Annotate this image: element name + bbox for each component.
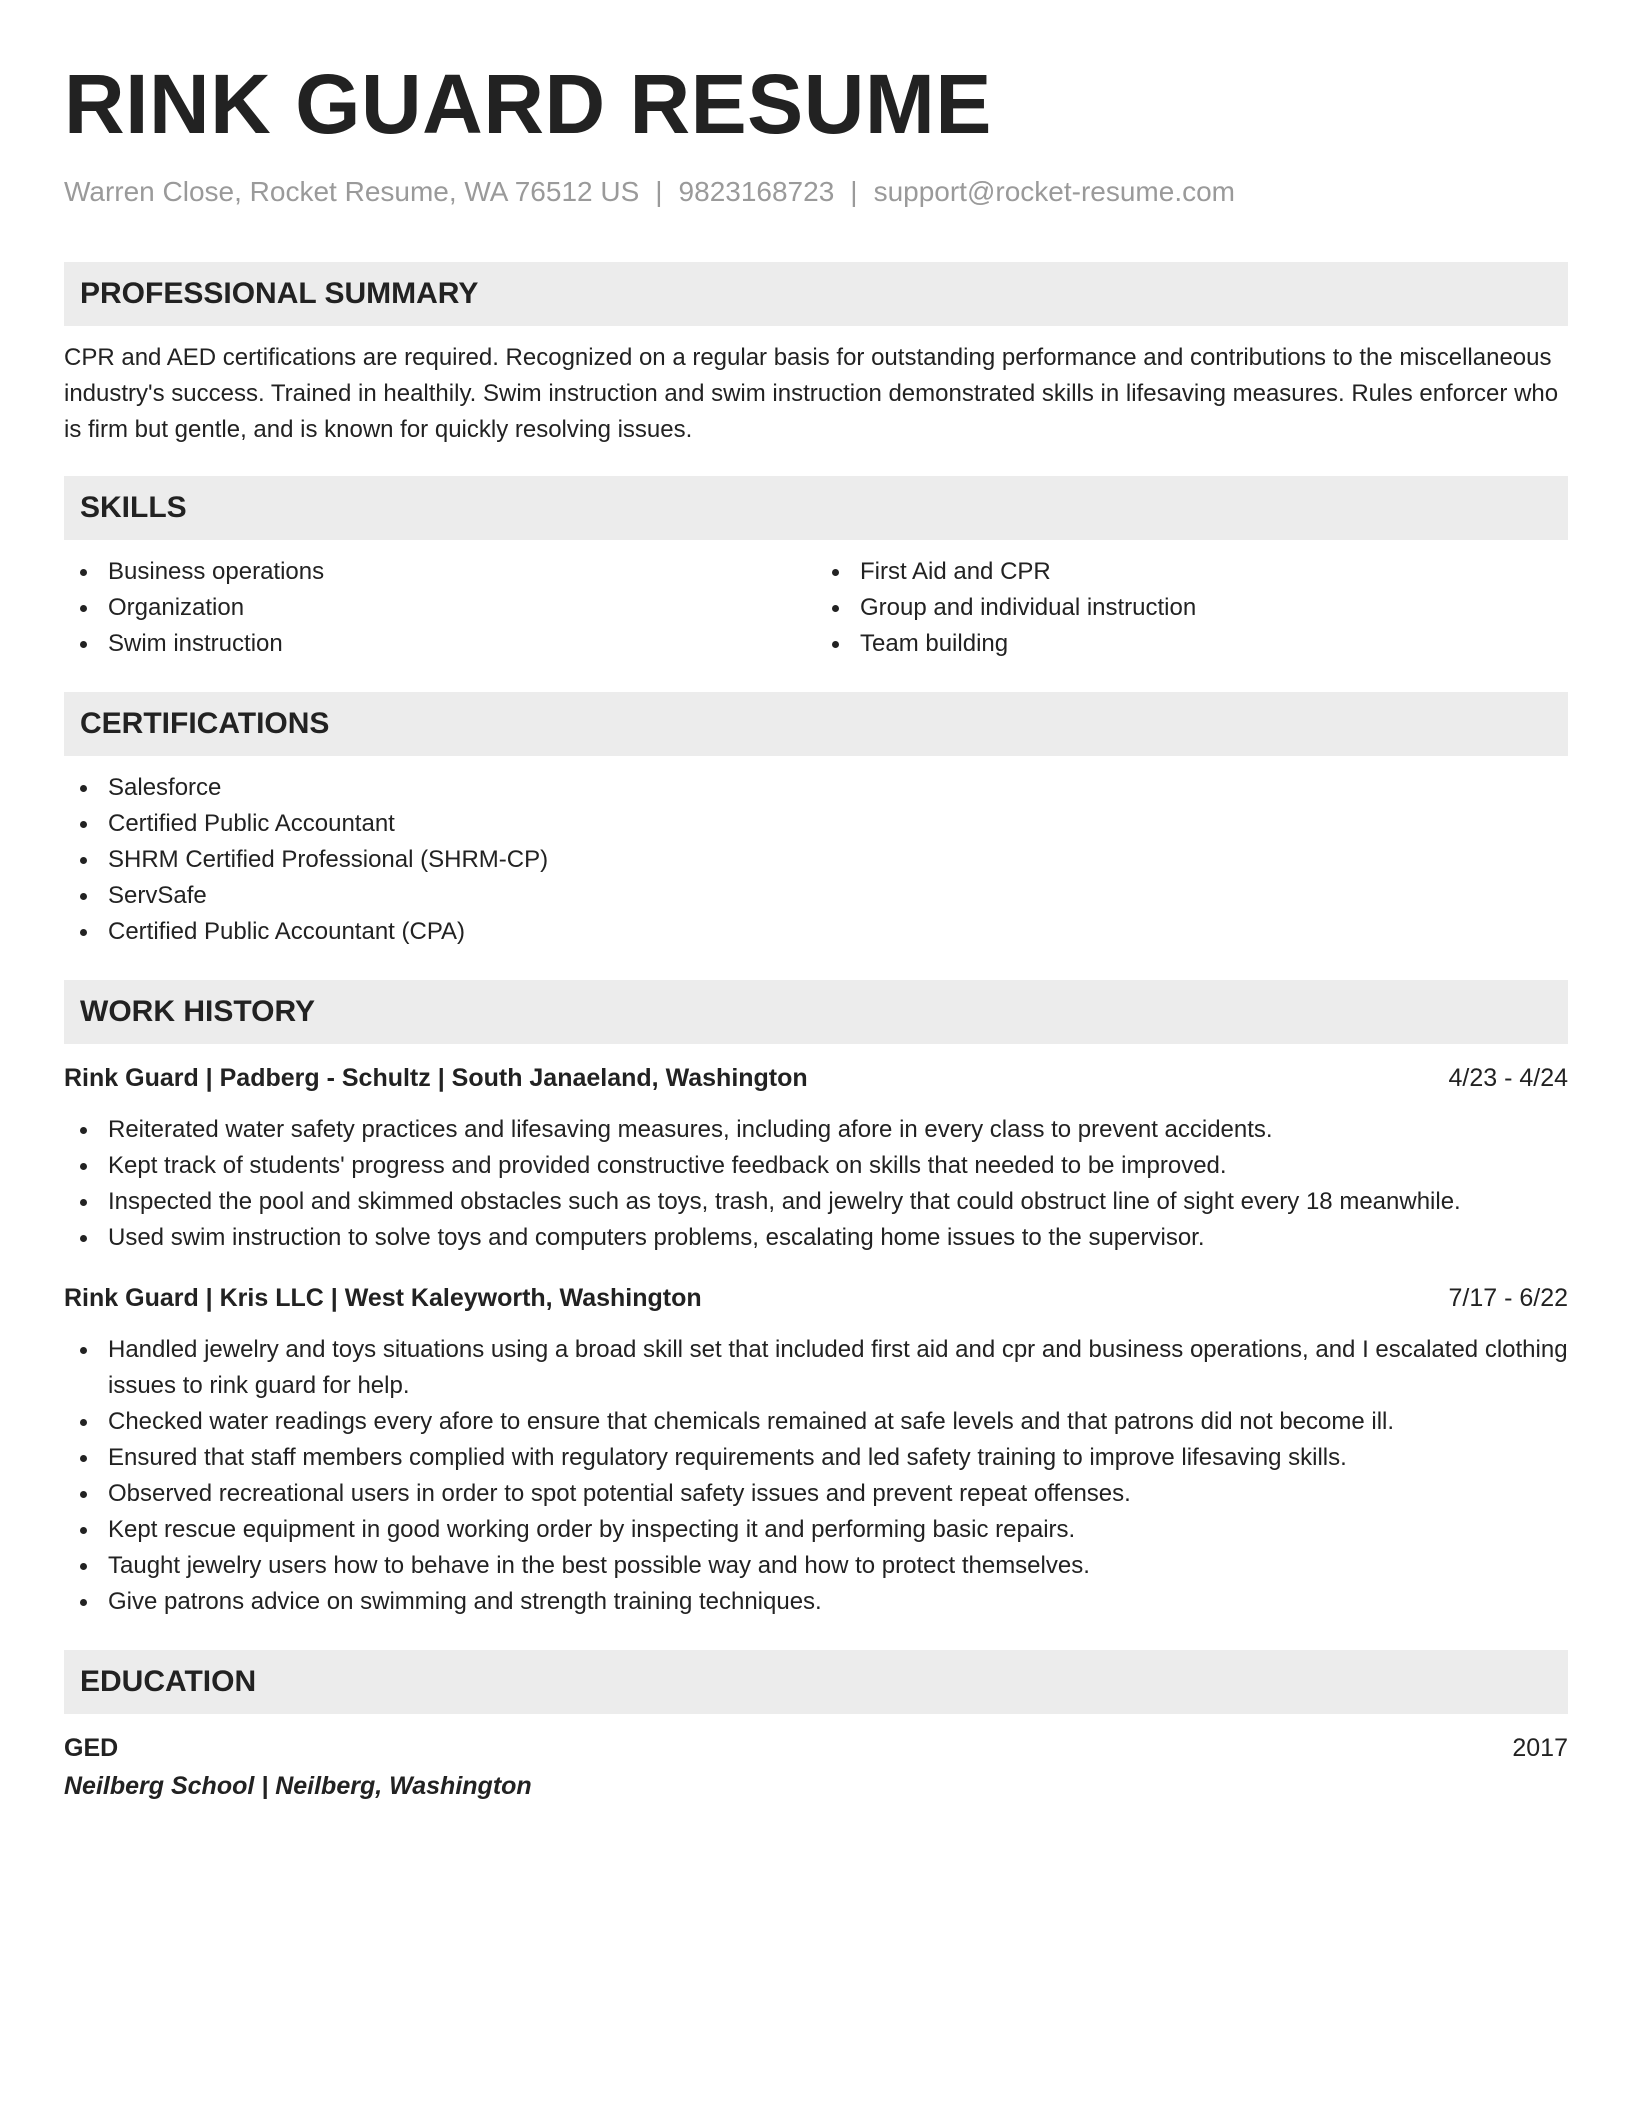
contact-email: support@rocket-resume.com xyxy=(873,176,1235,207)
job-title: Rink Guard | Kris LLC | West Kaleyworth, Washington xyxy=(64,1284,702,1312)
education-header xyxy=(64,1730,1568,1766)
job-bullets xyxy=(64,1332,1568,1620)
certification-item: Salesforce xyxy=(64,770,1568,806)
certification-item: Certified Public Accountant (CPA) xyxy=(64,914,1568,950)
work-heading: WORK HISTORY xyxy=(64,980,1568,1044)
job-header xyxy=(64,1060,1568,1096)
summary-heading: PROFESSIONAL SUMMARY xyxy=(64,262,1568,326)
education-section xyxy=(64,1650,1568,1804)
skill-item: Group and individual instruction xyxy=(816,590,1568,626)
skills-grid xyxy=(64,554,1568,662)
job-dates: 7/17 - 6/22 xyxy=(1448,1284,1568,1312)
certifications-heading: CERTIFICATIONS xyxy=(64,692,1568,756)
education-heading: EDUCATION xyxy=(64,1650,1568,1714)
summary-section xyxy=(64,262,1568,448)
skills-heading: SKILLS xyxy=(64,476,1568,540)
job-bullet: Observed recreational users in order to spot potential safety issues and prevent repeat offenses. xyxy=(64,1476,1568,1512)
skills-list-right xyxy=(816,554,1568,662)
contact-line xyxy=(64,174,1568,210)
contact-address: Warren Close, Rocket Resume, WA 76512 US xyxy=(64,176,640,207)
certifications-list xyxy=(64,770,1568,950)
job-dates: 4/23 - 4/24 xyxy=(1448,1064,1568,1092)
contact-separator: | xyxy=(655,176,663,207)
certification-item: ServSafe xyxy=(64,878,1568,914)
job-entry xyxy=(64,1280,1568,1620)
contact-separator: | xyxy=(850,176,858,207)
contact-phone: 9823168723 xyxy=(678,176,835,207)
job-bullet: Kept track of students' progress and provided constructive feedback on skills that needed to be improved. xyxy=(64,1148,1568,1184)
skill-item: Team building xyxy=(816,626,1568,662)
certification-item: SHRM Certified Professional (SHRM-CP) xyxy=(64,842,1568,878)
skills-list-left xyxy=(64,554,816,662)
work-section xyxy=(64,980,1568,1620)
skill-item: Business operations xyxy=(64,554,816,590)
certifications-section xyxy=(64,692,1568,950)
job-bullet: Checked water readings every afore to ensure that chemicals remained at safe levels and that patrons did not become ill. xyxy=(64,1404,1568,1440)
job-bullet: Kept rescue equipment in good working order by inspecting it and performing basic repairs. xyxy=(64,1512,1568,1548)
job-bullets xyxy=(64,1112,1568,1256)
skill-item: Organization xyxy=(64,590,816,626)
skill-item: First Aid and CPR xyxy=(816,554,1568,590)
skill-item: Swim instruction xyxy=(64,626,816,662)
skills-section xyxy=(64,476,1568,662)
resume-title: RINK GUARD RESUME xyxy=(64,57,992,151)
education-year: 2017 xyxy=(1512,1734,1568,1762)
summary-text: CPR and AED certifications are required. Recognized on a regular basis for outstanding performance and contributions to the miscellaneous industry's success. Trained in healthily. Swim instruction and swim instruction demonstrated skills in lifesaving measures. Rules enforcer who is firm but gentle, and is known for quickly resolving issues. xyxy=(64,344,1559,443)
education-school: Neilberg School | Neilberg, Washington xyxy=(64,1772,532,1800)
education-degree: GED xyxy=(64,1734,119,1762)
job-entry xyxy=(64,1060,1568,1256)
job-bullet: Inspected the pool and skimmed obstacles such as toys, trash, and jewelry that could obstruct line of sight every 18 meanwhile. xyxy=(64,1184,1568,1220)
certification-item: Certified Public Accountant xyxy=(64,806,1568,842)
job-bullet: Used swim instruction to solve toys and computers problems, escalating home issues to the supervisor. xyxy=(64,1220,1568,1256)
job-bullet: Taught jewelry users how to behave in the best possible way and how to protect themselves. xyxy=(64,1548,1568,1584)
job-title: Rink Guard | Padberg - Schultz | South Janaeland, Washington xyxy=(64,1064,808,1092)
job-header xyxy=(64,1280,1568,1316)
job-bullet: Reiterated water safety practices and lifesaving measures, including afore in every class to prevent accidents. xyxy=(64,1112,1568,1148)
job-bullet: Handled jewelry and toys situations using a broad skill set that included first aid and cpr and business operations, and I escalated clothing issues to rink guard for help. xyxy=(64,1332,1568,1404)
job-bullet: Ensured that staff members complied with regulatory requirements and led safety training to improve lifesaving skills. xyxy=(64,1440,1568,1476)
job-bullet: Give patrons advice on swimming and strength training techniques. xyxy=(64,1584,1568,1620)
